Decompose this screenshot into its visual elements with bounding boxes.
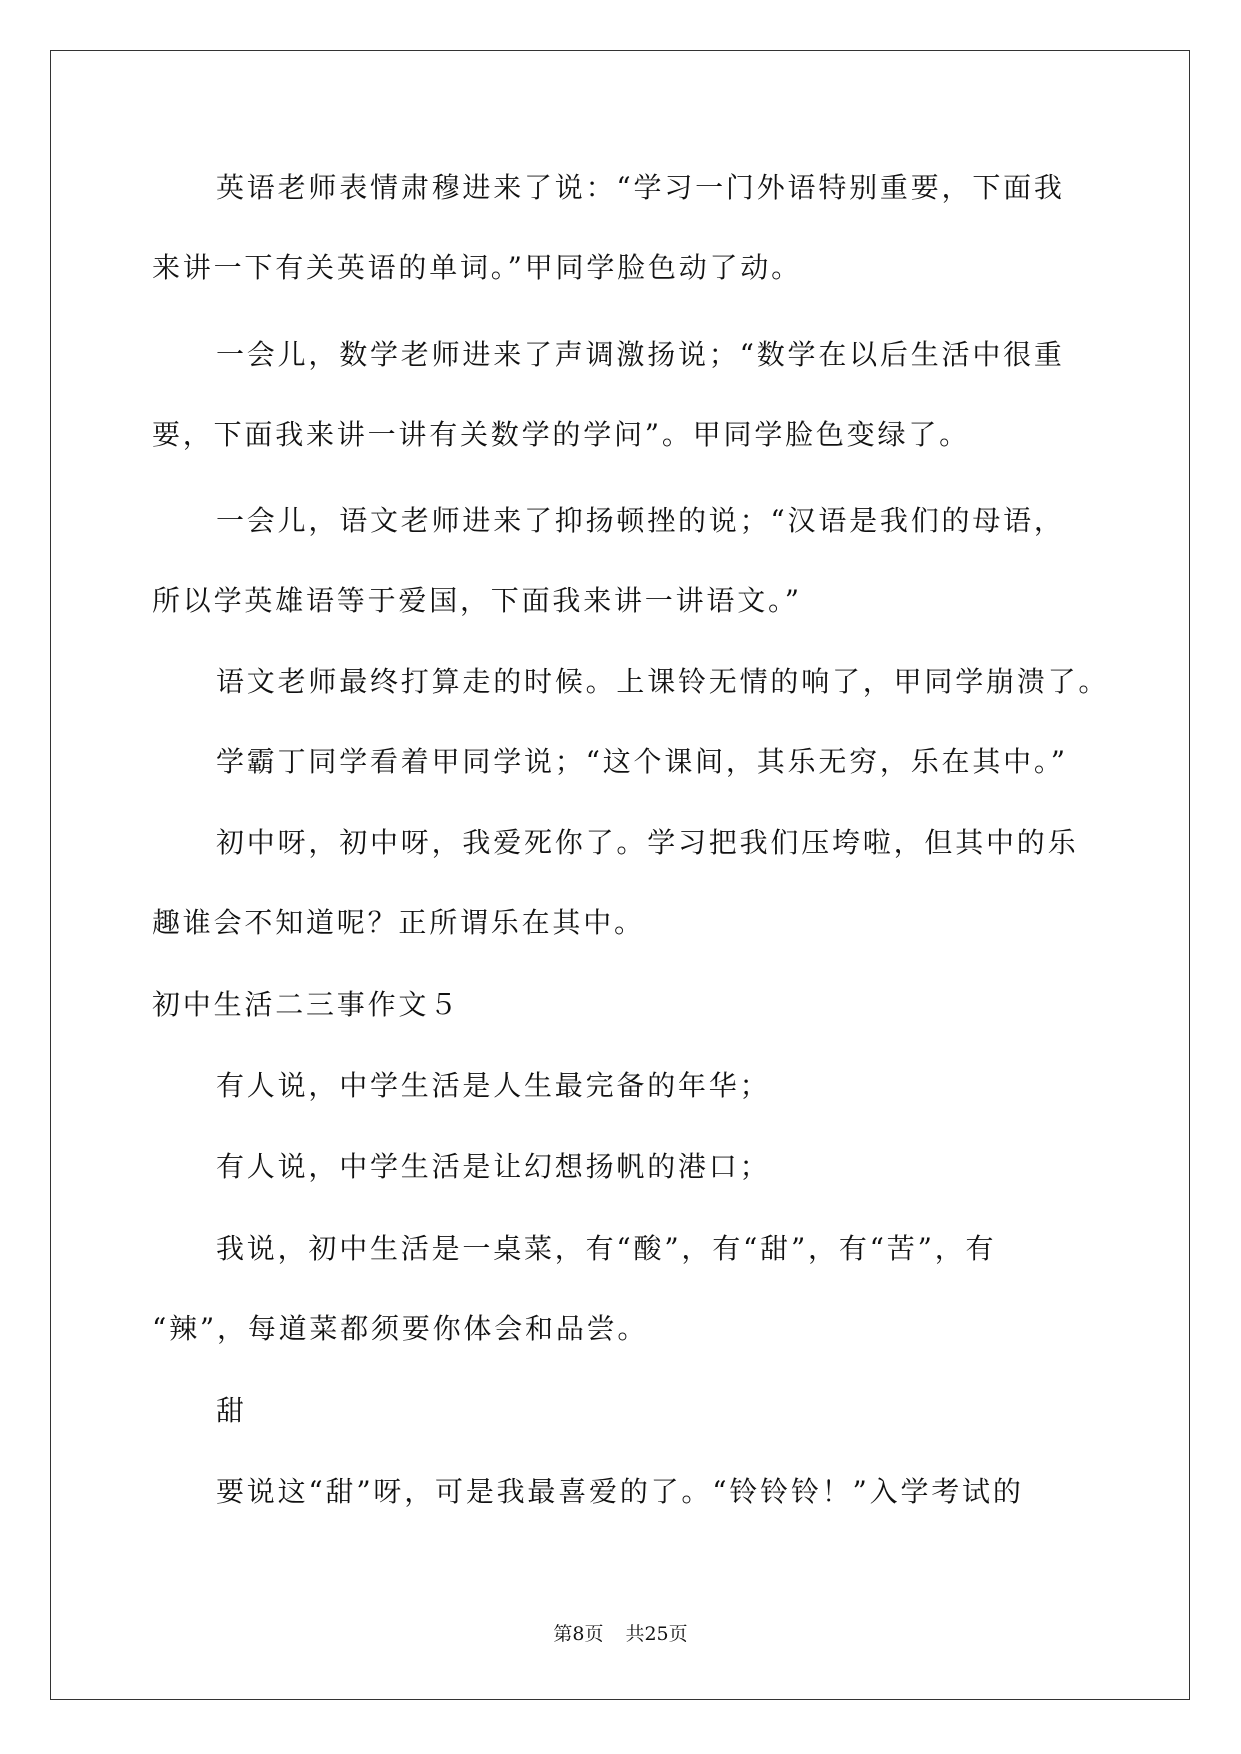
paragraph-line: 初中呀，初中呀，我爱死你了。学习把我们压垮啦，但其中的乐: [216, 826, 1079, 859]
paragraph-line: 一会儿，语文老师进来了抑扬顿挫的说；“汉语是我们的母语，: [216, 504, 1065, 537]
subheading: 甜: [216, 1394, 247, 1427]
paragraph-line: “辣”，每道菜都须要你体会和品尝。: [152, 1312, 649, 1345]
paragraph-line: 所以学英雄语等于爱国，下面我来讲一讲语文。”: [152, 584, 802, 617]
page-footer: [0, 1622, 1241, 1646]
paragraph-line: 趣谁会不知道呢？正所谓乐在其中。: [152, 906, 645, 939]
total-pages: 共25页: [625, 1623, 688, 1645]
paragraph-line: 有人说，中学生活是人生最完备的年华；: [216, 1069, 771, 1102]
section-heading: 初中生活二三事作文５: [152, 988, 461, 1021]
paragraph-line: 学霸丁同学看着甲同学说；“这个课间，其乐无穷，乐在其中。”: [216, 745, 1068, 778]
page-border: [50, 50, 1190, 1700]
paragraph-line: 有人说，中学生活是让幻想扬帆的港口；: [216, 1150, 771, 1183]
paragraph-line: 要说这“甜”呀，可是我最喜爱的了。“铃铃铃！”入学考试的: [216, 1475, 1024, 1508]
page-number: 第8页: [553, 1623, 604, 1645]
paragraph-line: 要，下面我来讲一讲有关数学的学问”。甲同学脸色变绿了。: [152, 418, 970, 451]
paragraph-line: 英语老师表情肃穆进来了说：“学习一门外语特别重要，下面我: [216, 171, 1065, 204]
paragraph-line: 一会儿，数学老师进来了声调激扬说；“数学在以后生活中很重: [216, 338, 1065, 371]
paragraph-line: 来讲一下有关英语的单词。”甲同学脸色动了动。: [152, 251, 802, 284]
paragraph-line: 我说，初中生活是一桌菜，有“酸”，有“甜”，有“苦”，有: [216, 1232, 997, 1265]
paragraph-line: 语文老师最终打算走的时候。上课铃无情的响了，甲同学崩溃了。: [216, 665, 1110, 698]
